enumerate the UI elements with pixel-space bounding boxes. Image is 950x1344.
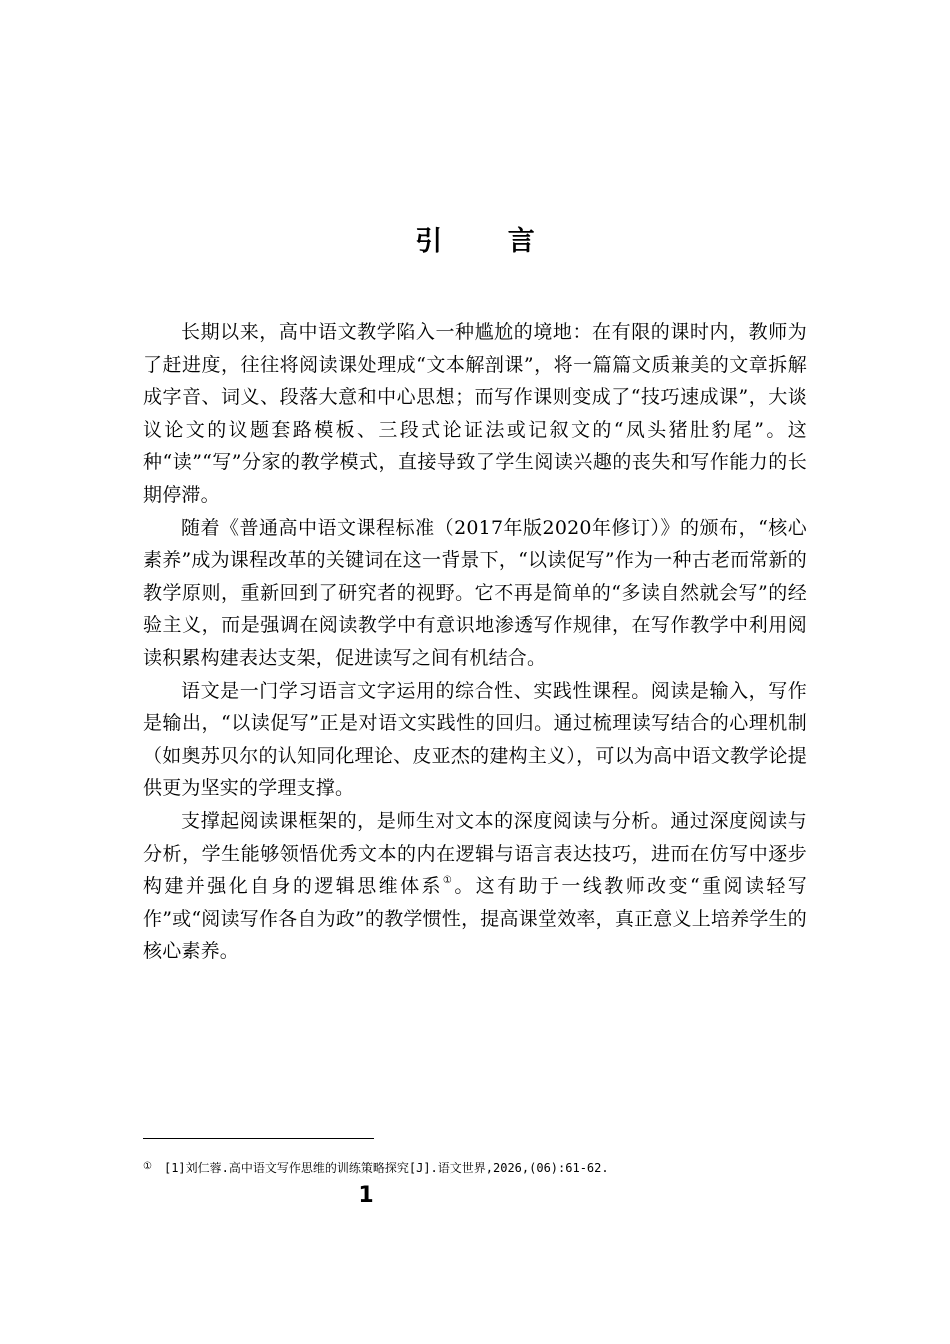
paragraph-4-text-before: 支撑起阅读课框架的，是师生对文本的深度阅读与分析。通过深度阅读与分析，学生能够领悟优秀文本的内在逻辑与语言表达技巧，进而在仿写中逐步构建并强化自身的逻辑思维体系 <box>143 809 807 898</box>
page-number: 1 <box>358 1183 374 1208</box>
body-text <box>143 316 807 968</box>
footnote-marker: ① <box>143 1161 152 1172</box>
paragraph-3: 语文是一门学习语言文字运用的综合性、实践性课程。阅读是输入，写作是输出，“以读促写”正是对语文实践性的回归。通过梳理读写结合的心理机制（如奥苏贝尔的认知同化理论、皮亚杰的建构主义），可以为高中语文教学论提供更为坚实的学理支撑。 <box>143 679 807 800</box>
footnote-reference[interactable]: ① <box>442 875 455 887</box>
paragraph-4-text-after: 。这有助于一线教师改变“重阅读轻写作”或“阅读写作各自为政”的教学惯性，提高课堂效率，真正意义上培养学生的核心素养。 <box>143 875 807 963</box>
paragraph-1: 长期以来，高中语文教学陷入一种尴尬的境地：在有限的课时内，教师为了赶进度，往往将阅读课处理成“文本解剖课”，将一篇篇文质兼美的文章拆解成字音、词义、段落大意和中心思想；而写作课则变成了“技巧速成课”，大谈议论文的议题套路模板、三段式论证法或记叙文的“凤头猪肚豹尾”。这种“读”“写”分家的教学模式，直接导致了学生阅读兴趣的丧失和写作能力的长期停滞。 <box>143 321 807 506</box>
paragraph-4 <box>143 805 807 968</box>
paragraph-2: 随着《普通高中语文课程标准（2017年版2020年修订）》的颁布，“核心素养”成为课程改革的关键词在这一背景下，“以读促写”作为一种古老而常新的教学原则，重新回到了研究者的视野。它不再是简单的“多读自然就会写”的经验主义，而是强调在阅读教学中有意识地渗透写作规律，在写作教学中利用阅读积累构建表达支架，促进读写之间有机结合。 <box>143 516 807 669</box>
section-title: 引 言 <box>415 226 563 257</box>
footnote <box>143 1158 823 1177</box>
footnote-text: [1]刘仁蓉.高中语文写作思维的训练策略探究[J].语文世界,2026,(06):61-62. <box>163 1161 609 1175</box>
footnote-separator <box>143 1138 374 1139</box>
